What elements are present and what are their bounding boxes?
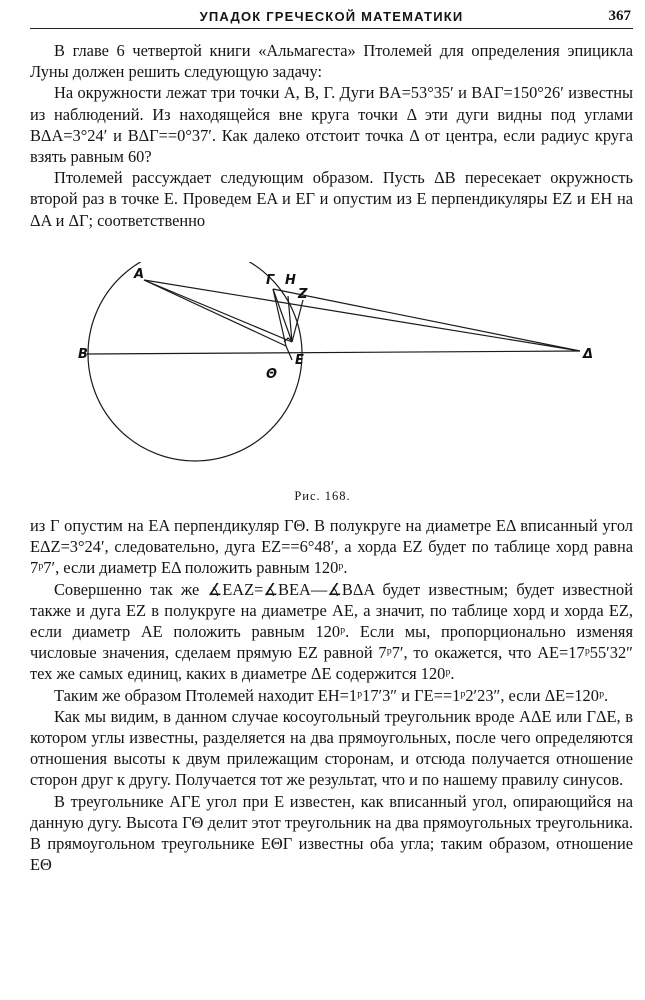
label-h: H <box>285 273 296 288</box>
label-b: B <box>78 347 88 362</box>
label-delta: Δ <box>583 347 594 362</box>
page-number: 367 <box>608 8 631 24</box>
paragraph: Птолемей рассуждает следующим образом. Пусть ΔB пересекает окружность второй раз в точке E. Проведем EA и EГ и опустим из E перпендикуляры EZ и EH на ΔA и ΔГ; соответственно <box>30 168 633 230</box>
running-title: УПАДОК ГРЕЧЕСКОЙ МАТЕМАТИКИ <box>199 9 464 24</box>
paragraph: В треугольнике AГE угол при E известен, как вписанный угол, опирающийся на данную дугу. Высота ГΘ делит этот треугольник на два прямоугольных треугольника. В прямоугольном треугольнике EΘГ известны оба угла; таким образом, отношение EΘ <box>30 791 633 875</box>
line-g-delta <box>273 289 580 351</box>
figure-diagram <box>60 262 600 487</box>
label-e: E <box>295 353 304 368</box>
figure-caption: Рис. 168. <box>294 489 351 503</box>
label-theta: Θ <box>266 367 278 382</box>
text-block-top <box>30 40 633 231</box>
geometry-figure <box>60 262 600 487</box>
label-a: A <box>134 267 145 282</box>
paragraph: из Г опустим на EA перпендикуляр ГΘ. В полукруге на диаметре EΔ вписанный угол EΔZ=3°24′, следовательно, дуга EZ==6°48′, а хорда EZ будет по таблице хорд равна 7ᵖ7′, если диаметр EΔ положить равным 120ᵖ. <box>30 516 633 578</box>
line-a-e <box>144 280 292 342</box>
label-gamma: Γ <box>266 273 275 288</box>
paragraph: Совершенно так же ∡EAZ=∡BEA—∡BΔA будет известным; будет известной также и дуга EZ в полукруге на диаметре AE, а значит, по таблице хорд и хорда EZ, если диаметр AE положить равным 120ᵖ. Если мы, пропорционально изменяя числовые значения, сделаем прямую EZ равной 7ᵖ7′, то окажется, что AE=17ᵖ55′32″ тех же самых единиц, каких в диаметре ΔE содержится 120ᵖ. <box>30 579 633 684</box>
paragraph: Как мы видим, в данном случае косоугольный треугольник вроде AΔE или ГΔE, в котором углы известны, разделяется на два прямоугольных, после чего определяются отношения высоты к двум прилежащим сторонам, и отсюда получается отношение сторон друг к другу. Получается тот же результат, что и по нашему правилу синусов. <box>30 706 633 790</box>
line-e-z <box>292 300 303 342</box>
line-b-delta <box>87 351 580 354</box>
line-a-theta <box>144 280 286 346</box>
paragraph: Таким же образом Птолемей находит EH=1ᵖ17′3″ и ГE==1ᵖ2′23″, если ΔE=120ᵖ. <box>54 685 609 705</box>
paragraph: В главе 6 четвертой книги «Альмагеста» Птолемей для определения эпицикла Луны должен решить следующую задачу: <box>30 41 633 82</box>
line-g-theta <box>273 289 286 346</box>
line-a-delta <box>144 280 580 351</box>
label-z: Z <box>298 287 308 302</box>
text-block-bottom <box>30 515 633 875</box>
paragraph: На окружности лежат три точки A, B, Г. Дуги BA=53°35′ и BAГ=150°26′ известны из наблюдений. Из находящейся вне круга точки Δ эти дуги видны под углами BΔA=3°24′ и BΔГ==0°37′. Как далеко отстоит точка Δ от центра, если радиус круга взять равным 60? <box>30 83 633 167</box>
circle <box>88 262 302 461</box>
page-header <box>30 6 633 29</box>
